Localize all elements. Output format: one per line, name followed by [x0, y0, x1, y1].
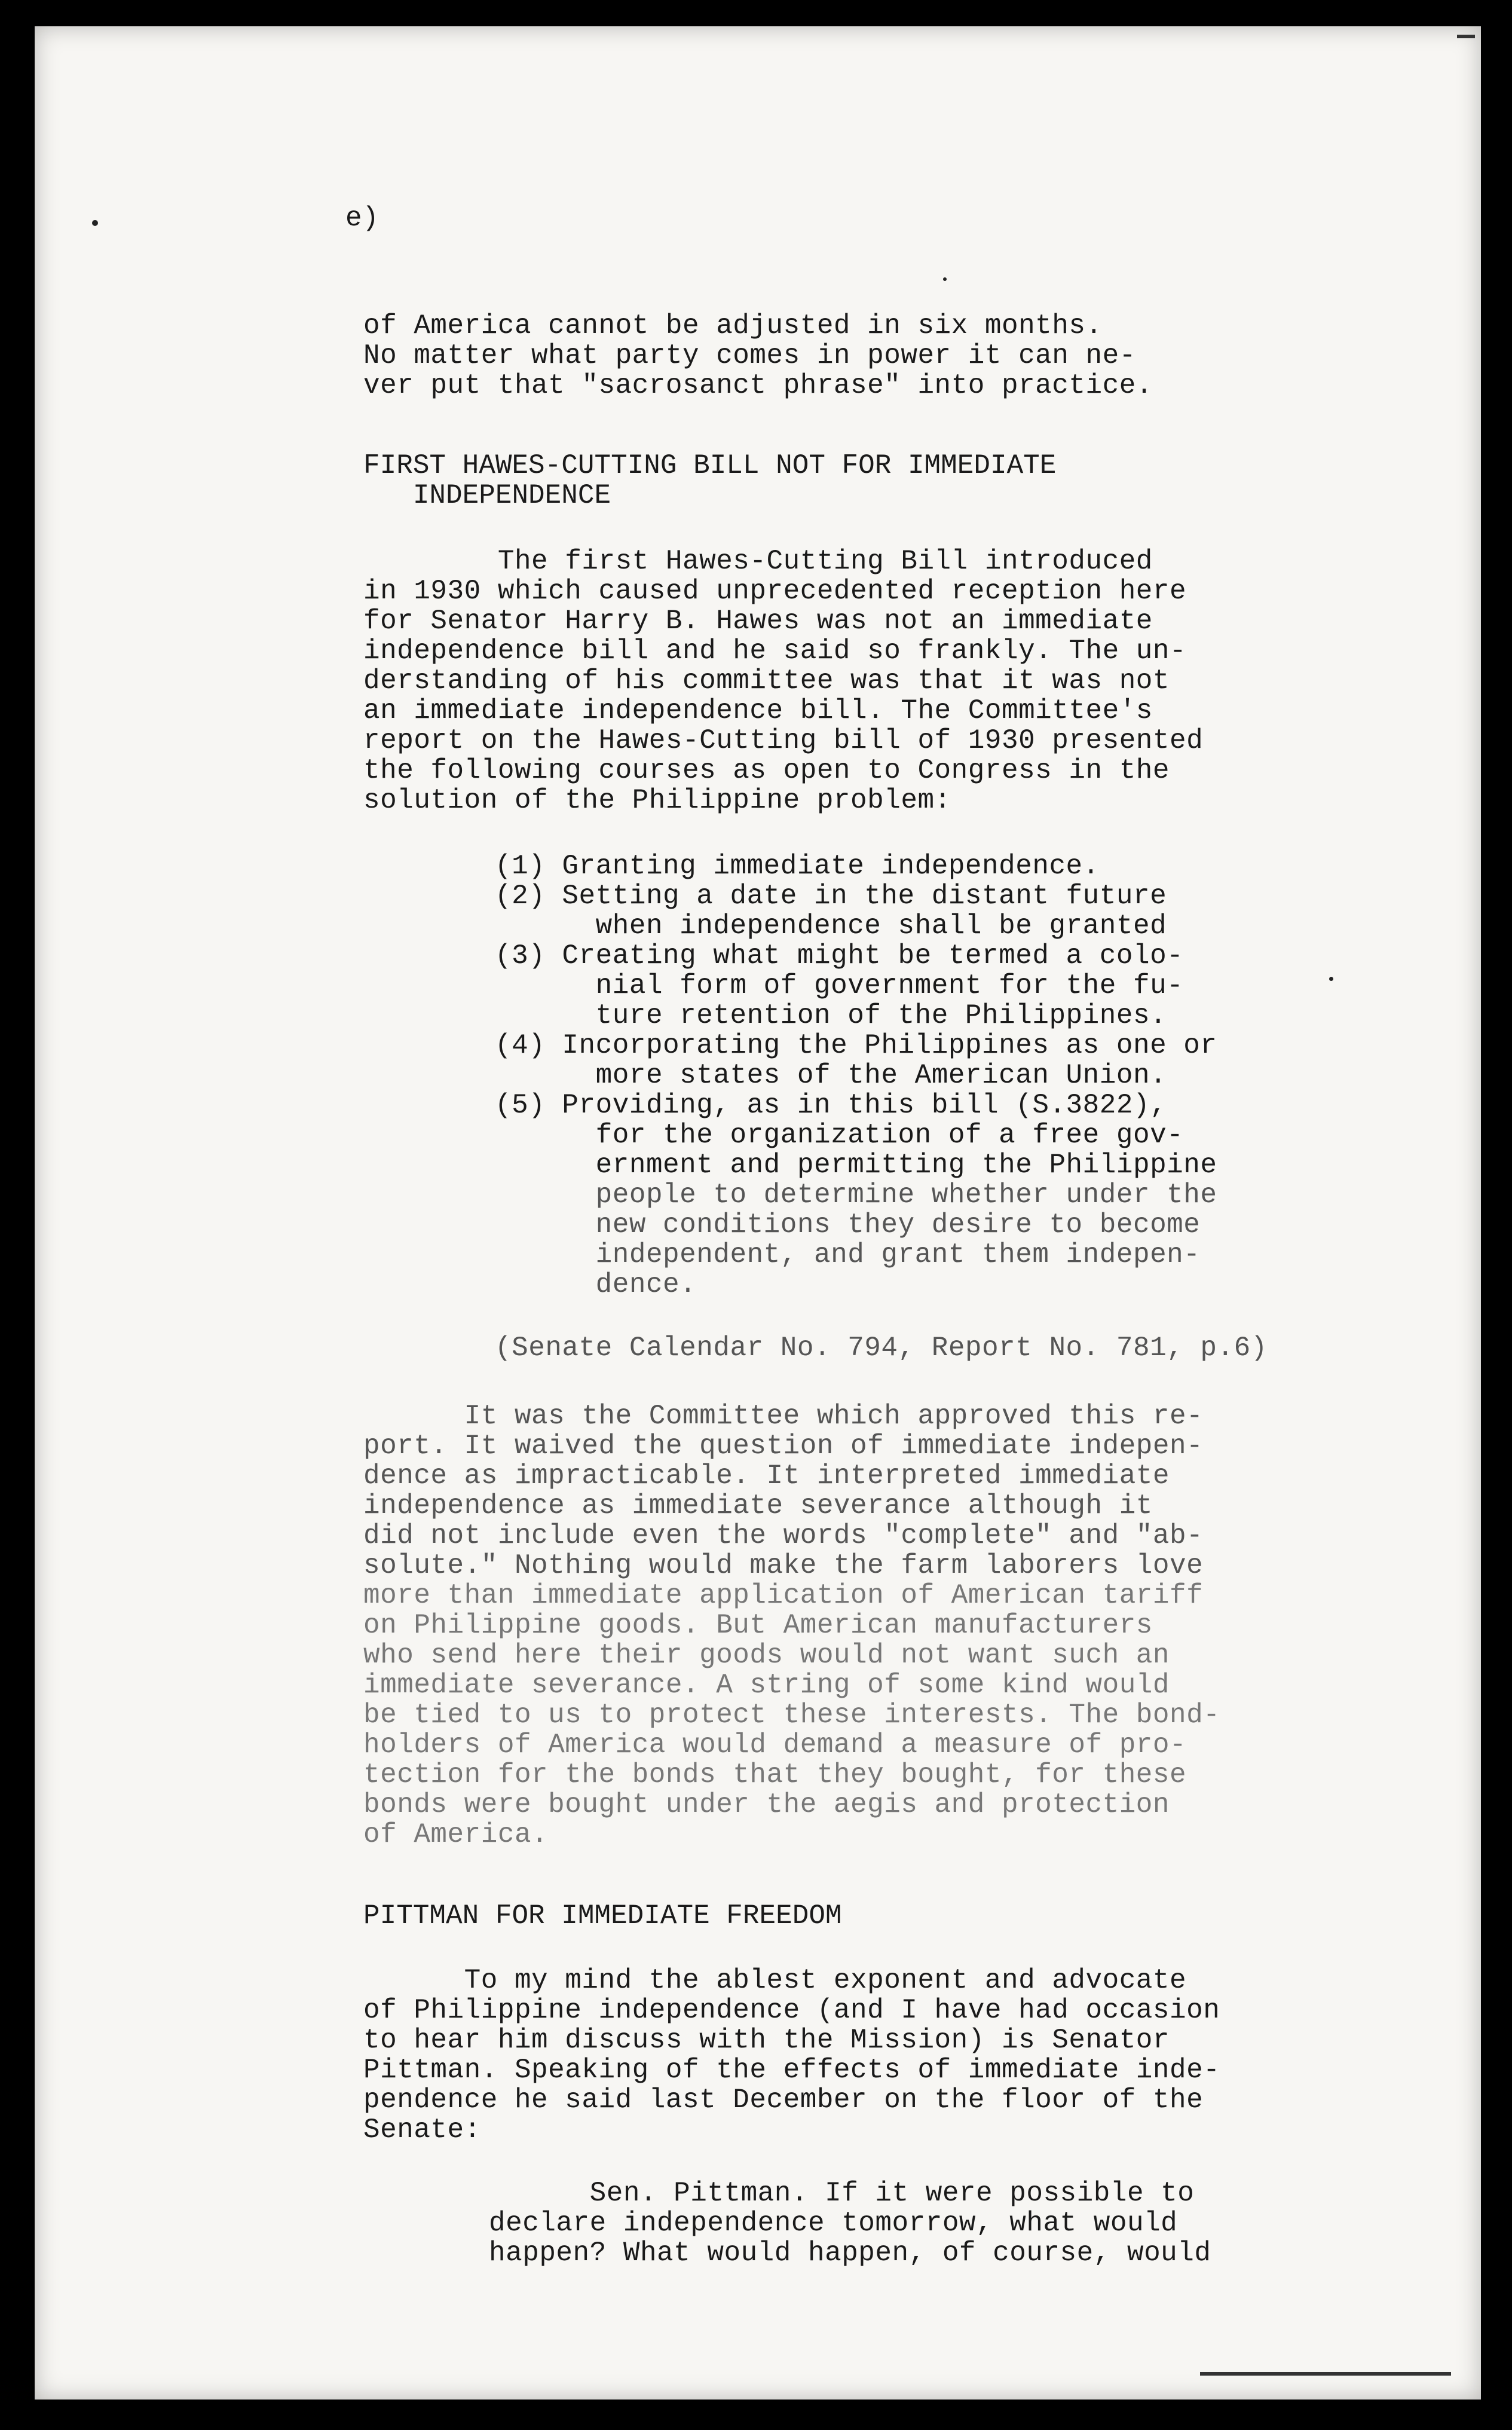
list-item: (5) Providing, as in this bill (S.3822), [495, 1090, 1167, 1121]
paragraph-line: holders of America would demand a measure of pro- [363, 1729, 1187, 1760]
list-item: new conditions they desire to become [495, 1209, 1201, 1240]
paragraph-line: bonds were bought under the aegis and protection [363, 1789, 1170, 1820]
paragraph-line: in 1930 which caused unprecedented reception here [363, 576, 1187, 607]
paragraph-line: report on the Hawes-Cutting bill of 1930 presented [363, 725, 1204, 756]
paragraph-line: be tied to us to protect these interests. The bond- [363, 1700, 1220, 1731]
list-item: when independence shall be granted [495, 910, 1167, 942]
document-page [35, 26, 1481, 2400]
paragraph-line: Senate: [363, 2114, 481, 2145]
list-item: (2) Setting a date in the distant future [495, 881, 1167, 912]
paragraph-line: port. It waived the question of immediate indepen- [363, 1431, 1204, 1462]
list-item: (1) Granting immediate independence. [495, 851, 1100, 882]
section-heading: PITTMAN FOR IMMEDIATE FREEDOM [363, 1900, 842, 1931]
scan-speck [943, 277, 947, 281]
list-item: (3) Creating what might be termed a colo- [495, 940, 1184, 971]
scan-edge-mark [1457, 35, 1475, 38]
paragraph-line: independence as immediate severance although it [363, 1490, 1153, 1521]
paragraph-line: the following courses as open to Congress in the [363, 755, 1170, 786]
intro-line: of America cannot be adjusted in six months. [363, 310, 1103, 341]
paragraph-line: on Philippine goods. But American manufacturers [363, 1610, 1153, 1641]
paragraph-line: did not include even the words "complete" and "ab- [363, 1520, 1204, 1551]
intro-line: No matter what party comes in power it can ne- [363, 340, 1136, 371]
paragraph-line: derstanding of his committee was that it was not [363, 665, 1170, 696]
paragraph-line: solution of the Philippine problem: [363, 785, 951, 816]
quote-line: happen? What would happen, of course, would [489, 2238, 1211, 2269]
paragraph-line: an immediate independence bill. The Committee's [363, 695, 1153, 726]
paragraph-line: solute." Nothing would make the farm laborers love [363, 1550, 1204, 1581]
paragraph-line: of Philippine independence (and I have had occasion [363, 1995, 1220, 2026]
list-item: ernment and permitting the Philippine [495, 1150, 1217, 1181]
paragraph-line: It was the Committee which approved this re- [363, 1401, 1204, 1432]
scan-speck [1329, 977, 1333, 981]
scan-speck [92, 220, 98, 226]
section-heading: INDEPENDENCE [363, 480, 611, 511]
paragraph-line: who send here their goods would not want such an [363, 1640, 1170, 1671]
paragraph-line: of America. [363, 1819, 549, 1850]
list-item: ture retention of the Philippines. [495, 1000, 1167, 1031]
citation: (Senate Calendar No. 794, Report No. 781, p.6) [495, 1332, 1268, 1364]
list-item: people to determine whether under the [495, 1179, 1217, 1211]
list-item: nial form of government for the fu- [495, 970, 1184, 1001]
quote-line: Sen. Pittman. If it were possible to [489, 2178, 1195, 2209]
paragraph-line: The first Hawes-Cutting Bill introduced [363, 546, 1153, 577]
paragraph-line: more than immediate application of American tariff [363, 1580, 1204, 1611]
paragraph-line: dence as impracticable. It interpreted immediate [363, 1460, 1170, 1491]
list-item: more states of the American Union. [495, 1060, 1167, 1091]
paragraph-line: To my mind the ablest exponent and advocate [363, 1965, 1187, 1996]
paragraph-line: for Senator Harry B. Hawes was not an immediate [363, 606, 1153, 637]
paragraph-line: tection for the bonds that they bought, for these [363, 1759, 1187, 1790]
paragraph-line: independence bill and he said so frankly. The un- [363, 635, 1187, 667]
intro-line: ver put that "sacrosanct phrase" into practice. [363, 370, 1153, 401]
paragraph-line: to hear him discuss with the Mission) is Senator [363, 2025, 1170, 2056]
paragraph-line: immediate severance. A string of some kind would [363, 1670, 1170, 1701]
list-item: (4) Incorporating the Philippines as one or [495, 1030, 1217, 1061]
page-marker: e) [345, 203, 379, 234]
section-heading: FIRST HAWES-CUTTING BILL NOT FOR IMMEDIATE [363, 450, 1057, 481]
paragraph-line: Pittman. Speaking of the effects of immediate inde- [363, 2055, 1220, 2086]
quote-line: declare independence tomorrow, what would [489, 2208, 1178, 2239]
list-item: dence. [495, 1269, 697, 1300]
paragraph-line: pendence he said last December on the floor of the [363, 2084, 1204, 2116]
list-item: independent, and grant them indepen- [495, 1239, 1201, 1270]
list-item: for the organization of a free gov- [495, 1120, 1184, 1151]
scan-edge-mark [1200, 2372, 1451, 2376]
